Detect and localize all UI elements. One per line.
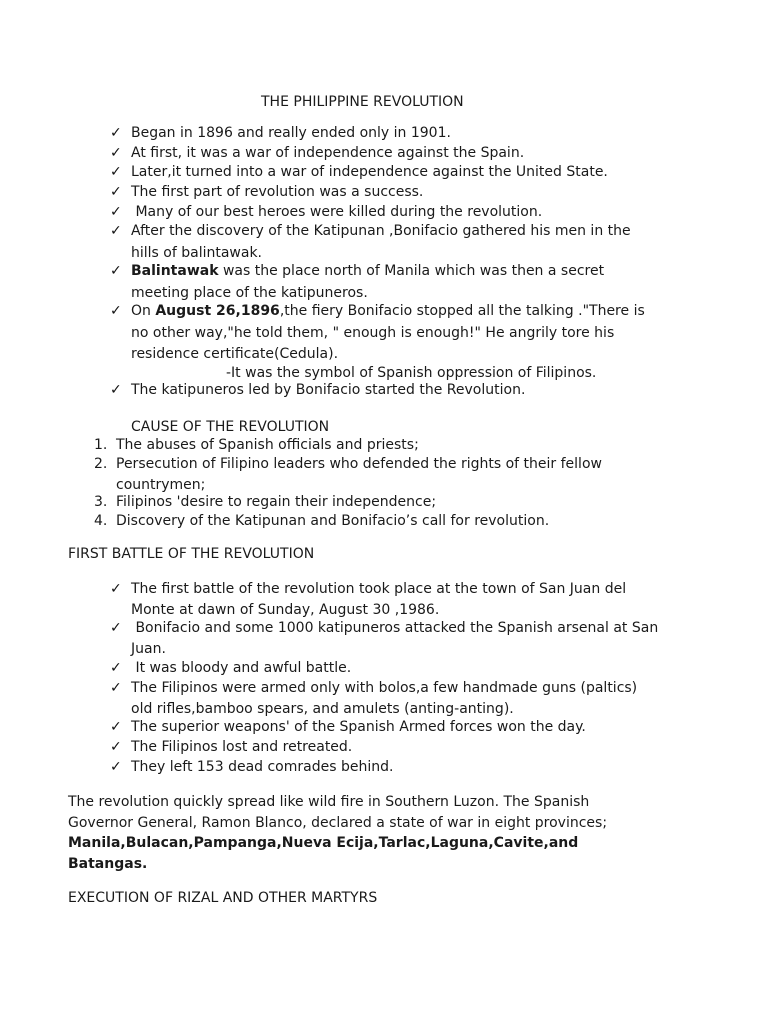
section-heading-causes: CAUSE OF THE REVOLUTION	[131, 419, 330, 435]
check-icon: ✓	[110, 620, 122, 636]
bullet-text: At first, it was a war of independence against the Spain.	[131, 145, 525, 161]
bullet-text-continued: Monte at dawn of Sunday, August 30 ,1986.	[131, 602, 440, 618]
bullet-text: Began in 1896 and really ended only in 1901.	[131, 125, 451, 141]
check-icon: ✓	[110, 263, 122, 279]
list-number: 4.	[94, 513, 108, 529]
bullet-text-rest: ,the fiery Bonifacio stopped all the talking ."There is	[279, 303, 645, 319]
bullet-text-continued: hills of balintawak.	[131, 245, 263, 261]
bullet-text: The first battle of the revolution took place at the town of San Juan del	[131, 581, 627, 597]
bullet-text: Bonifacio and some 1000 katipuneros attacked the Spanish arsenal at San	[131, 620, 659, 636]
check-icon: ✓	[110, 719, 122, 735]
list-number: 2.	[94, 456, 108, 472]
bullet-text: The Filipinos were armed only with bolos,a few handmade guns (paltics)	[131, 680, 638, 696]
bullet-text-rest: was the place north of Manila which was then a secret	[218, 263, 605, 279]
bullet-text-continued: meeting place of the katipuneros.	[131, 285, 368, 301]
bullet-text: They left 153 dead comrades behind.	[131, 759, 394, 775]
bold-term: Balintawak	[131, 263, 219, 279]
bullet-text: The first part of revolution was a success.	[131, 184, 424, 200]
check-icon: ✓	[110, 223, 122, 239]
bullet-text: The katipuneros led by Bonifacio started the Revolution.	[131, 382, 526, 398]
provinces-list-continued: Batangas.	[68, 856, 148, 872]
list-item: The abuses of Spanish officials and priests;	[116, 437, 419, 453]
check-icon: ✓	[110, 680, 122, 696]
check-icon: ✓	[110, 303, 122, 319]
bullet-text-continued: no other way,"he told them, " enough is enough!" He angrily tore his	[131, 325, 615, 341]
list-number: 3.	[94, 494, 108, 510]
check-icon: ✓	[110, 581, 122, 597]
bullet-note: -It was the symbol of Spanish oppression of Filipinos.	[226, 365, 597, 381]
bullet-text: The superior weapons' of the Spanish Armed forces won the day.	[131, 719, 586, 735]
bullet-text-continued: old rifles,bamboo spears, and amulets (anting-anting).	[131, 701, 514, 717]
list-number: 1.	[94, 437, 108, 453]
bullet-text: After the discovery of the Katipunan ,Bonifacio gathered his men in the	[131, 223, 631, 239]
section-heading-first-battle: FIRST BATTLE OF THE REVOLUTION	[68, 546, 315, 562]
bullet-text: It was bloody and awful battle.	[131, 660, 352, 676]
section-heading-execution: EXECUTION OF RIZAL AND OTHER MARTYRS	[68, 890, 378, 906]
check-icon: ✓	[110, 164, 122, 180]
paragraph-line: Governor General, Ramon Blanco, declared a state of war in eight provinces;	[68, 815, 608, 831]
check-icon: ✓	[110, 204, 122, 220]
bullet-text-prefix: On	[131, 303, 156, 319]
check-icon: ✓	[110, 125, 122, 141]
bullet-text: Many of our best heroes were killed during the revolution.	[131, 204, 543, 220]
bullet-text	[131, 262, 604, 281]
list-item: Discovery of the Katipunan and Bonifacio’s call for revolution.	[116, 513, 550, 529]
provinces-list: Manila,Bulacan,Pampanga,Nueva Ecija,Tarlac,Laguna,Cavite,and	[68, 835, 579, 851]
bullet-text-continued: Juan.	[131, 641, 166, 657]
check-icon: ✓	[110, 382, 122, 398]
paragraph-line: The revolution quickly spread like wild fire in Southern Luzon. The Spanish	[68, 794, 590, 810]
bullet-text	[131, 302, 645, 321]
bold-date: August 26,1896	[155, 303, 280, 319]
list-item: Persecution of Filipino leaders who defended the rights of their fellow	[116, 456, 602, 472]
document-title: THE PHILIPPINE REVOLUTION	[261, 94, 464, 110]
bullet-text: The Filipinos lost and retreated.	[131, 739, 353, 755]
list-item: Filipinos 'desire to regain their independence;	[116, 494, 437, 510]
check-icon: ✓	[110, 145, 122, 161]
check-icon: ✓	[110, 184, 122, 200]
check-icon: ✓	[110, 660, 122, 676]
check-icon: ✓	[110, 739, 122, 755]
list-item-continued: countrymen;	[116, 477, 206, 493]
bullet-text: Later,it turned into a war of independence against the United State.	[131, 164, 608, 180]
bullet-text-continued: residence certificate(Cedula).	[131, 346, 339, 362]
check-icon: ✓	[110, 759, 122, 775]
